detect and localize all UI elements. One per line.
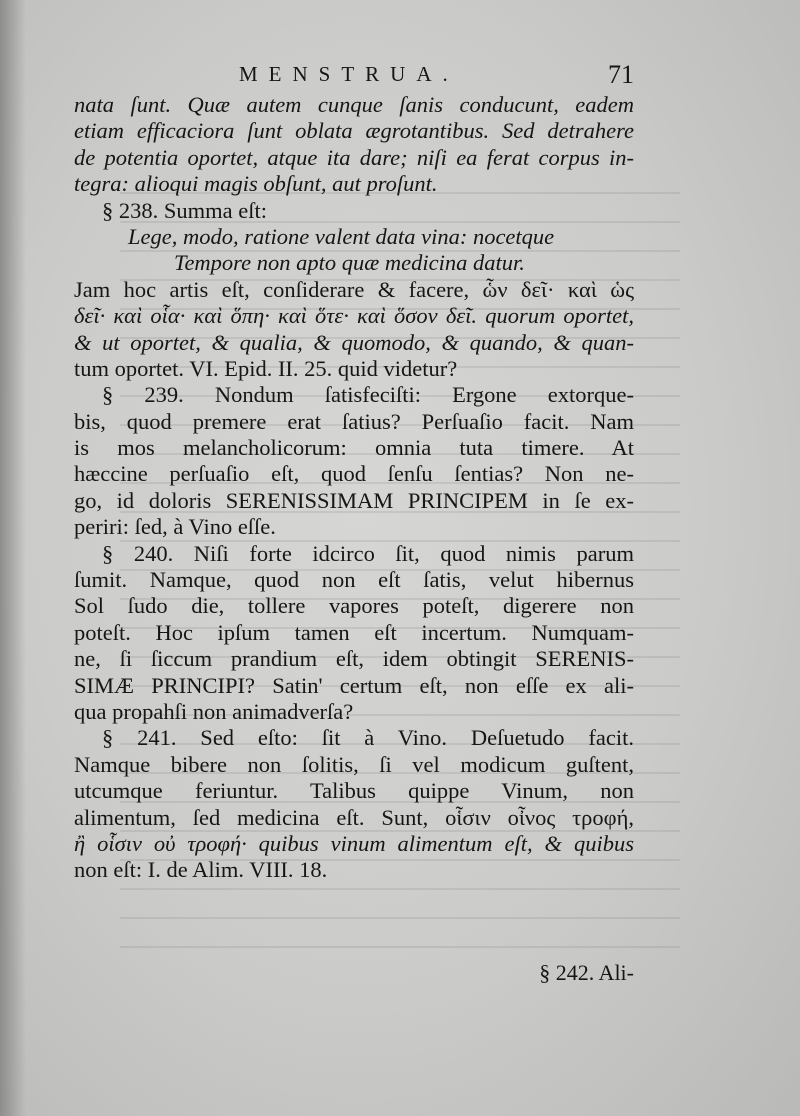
text-line: SIMÆ PRINCIPI? Satin' certum eſt, non eſſe ex ali- xyxy=(74,672,634,698)
text-line: tegra: alioqui magis obſunt, aut proſunt. xyxy=(74,171,438,197)
page-number: 71 xyxy=(608,60,634,89)
text-line: tum oportet. VI. Epid. II. 25. quid videtur? xyxy=(74,355,458,381)
text-line: poteſt. Hoc ipſum tamen eſt incertum. Numquam- xyxy=(74,619,634,645)
text-line: Namque bibere non ſolitis, ſi vel modicum guſtent, xyxy=(74,751,634,777)
section-start: § 240. Niſi forte idcirco ſit, quod nimis parum xyxy=(102,540,634,566)
text-line: utcumque feriuntur. Talibus quippe Vinum, non xyxy=(74,778,634,804)
text-line: non eſt: I. de Alim. VIII. 18. xyxy=(74,857,328,883)
text-line: δεῖ· καὶ οἷα· καὶ ὅπη· καὶ ὅτε· καὶ ὅσον δεῖ. quorum oportet, xyxy=(74,303,634,329)
text-line: is mos melancholicorum: omnia tuta timere. At xyxy=(74,435,634,461)
text-line: hæccine perſuaſio eſt, quod ſenſu ſentias? Non ne- xyxy=(74,461,634,487)
text-line: periri: ſed, à Vino eſſe. xyxy=(74,514,276,540)
text-line: Jam hoc artis eſt, conſiderare & facere, ὧν δεῖ· καὶ ὡς xyxy=(74,276,634,302)
section-start: § 241. Sed eſto: ſit à Vino. Deſuetudo facit. xyxy=(102,725,634,751)
text-line: bis, quod premere erat ſatius? Perſuaſio facit. Nam xyxy=(74,408,634,434)
running-head: MENSTRUA. xyxy=(239,62,459,86)
verse-line: Lege, modo, ratione valent data vina: nocetque xyxy=(128,223,555,249)
section-heading: § 238. Summa eſt: xyxy=(102,197,267,223)
page-header xyxy=(74,60,634,92)
text-line: go, id doloris SERENISSIMAM PRINCIPEM in ſe ex- xyxy=(74,487,634,513)
text-line: ne, ſi ſiccum prandium eſt, idem obtingit SERENIS- xyxy=(74,646,634,672)
verse-line: Tempore non apto quæ medicina datur. xyxy=(174,250,525,276)
text-line: alimentum, ſed medicina eſt. Sunt, οἷσιν οἶνος τροφή, xyxy=(74,804,634,830)
text-line: nata ſunt. Quæ autem cunque ſanis conducunt, eadem xyxy=(74,92,634,117)
text-line: qua propahſi non animadverſa? xyxy=(74,698,354,724)
text-line: & ut oportet, & qualia, & quomodo, & quando, & quan- xyxy=(74,329,634,355)
body-text xyxy=(74,92,634,884)
text-line: ſumit. Namque, quod non eſt ſatis, velut hibernus xyxy=(74,567,634,593)
section-start: § 239. Nondum ſatisfeciſti: Ergone extorque- xyxy=(102,382,634,408)
text-line: etiam efficaciora ſunt oblata ægrotantibus. Sed detrahere xyxy=(74,118,634,144)
text-line: ἢ οἷσιν οὐ τροφή· quibus vinum alimentum eſt, & quibus xyxy=(74,830,634,856)
catchword: § 242. Ali- xyxy=(539,960,634,985)
text-line: de potentia oportet, atque ita dare; niſi ea ferat corpus in- xyxy=(74,144,634,170)
text-line: Sol ſudo die, tollere vapores poteſt, digerere non xyxy=(74,593,634,619)
gutter-shadow xyxy=(0,0,26,1116)
